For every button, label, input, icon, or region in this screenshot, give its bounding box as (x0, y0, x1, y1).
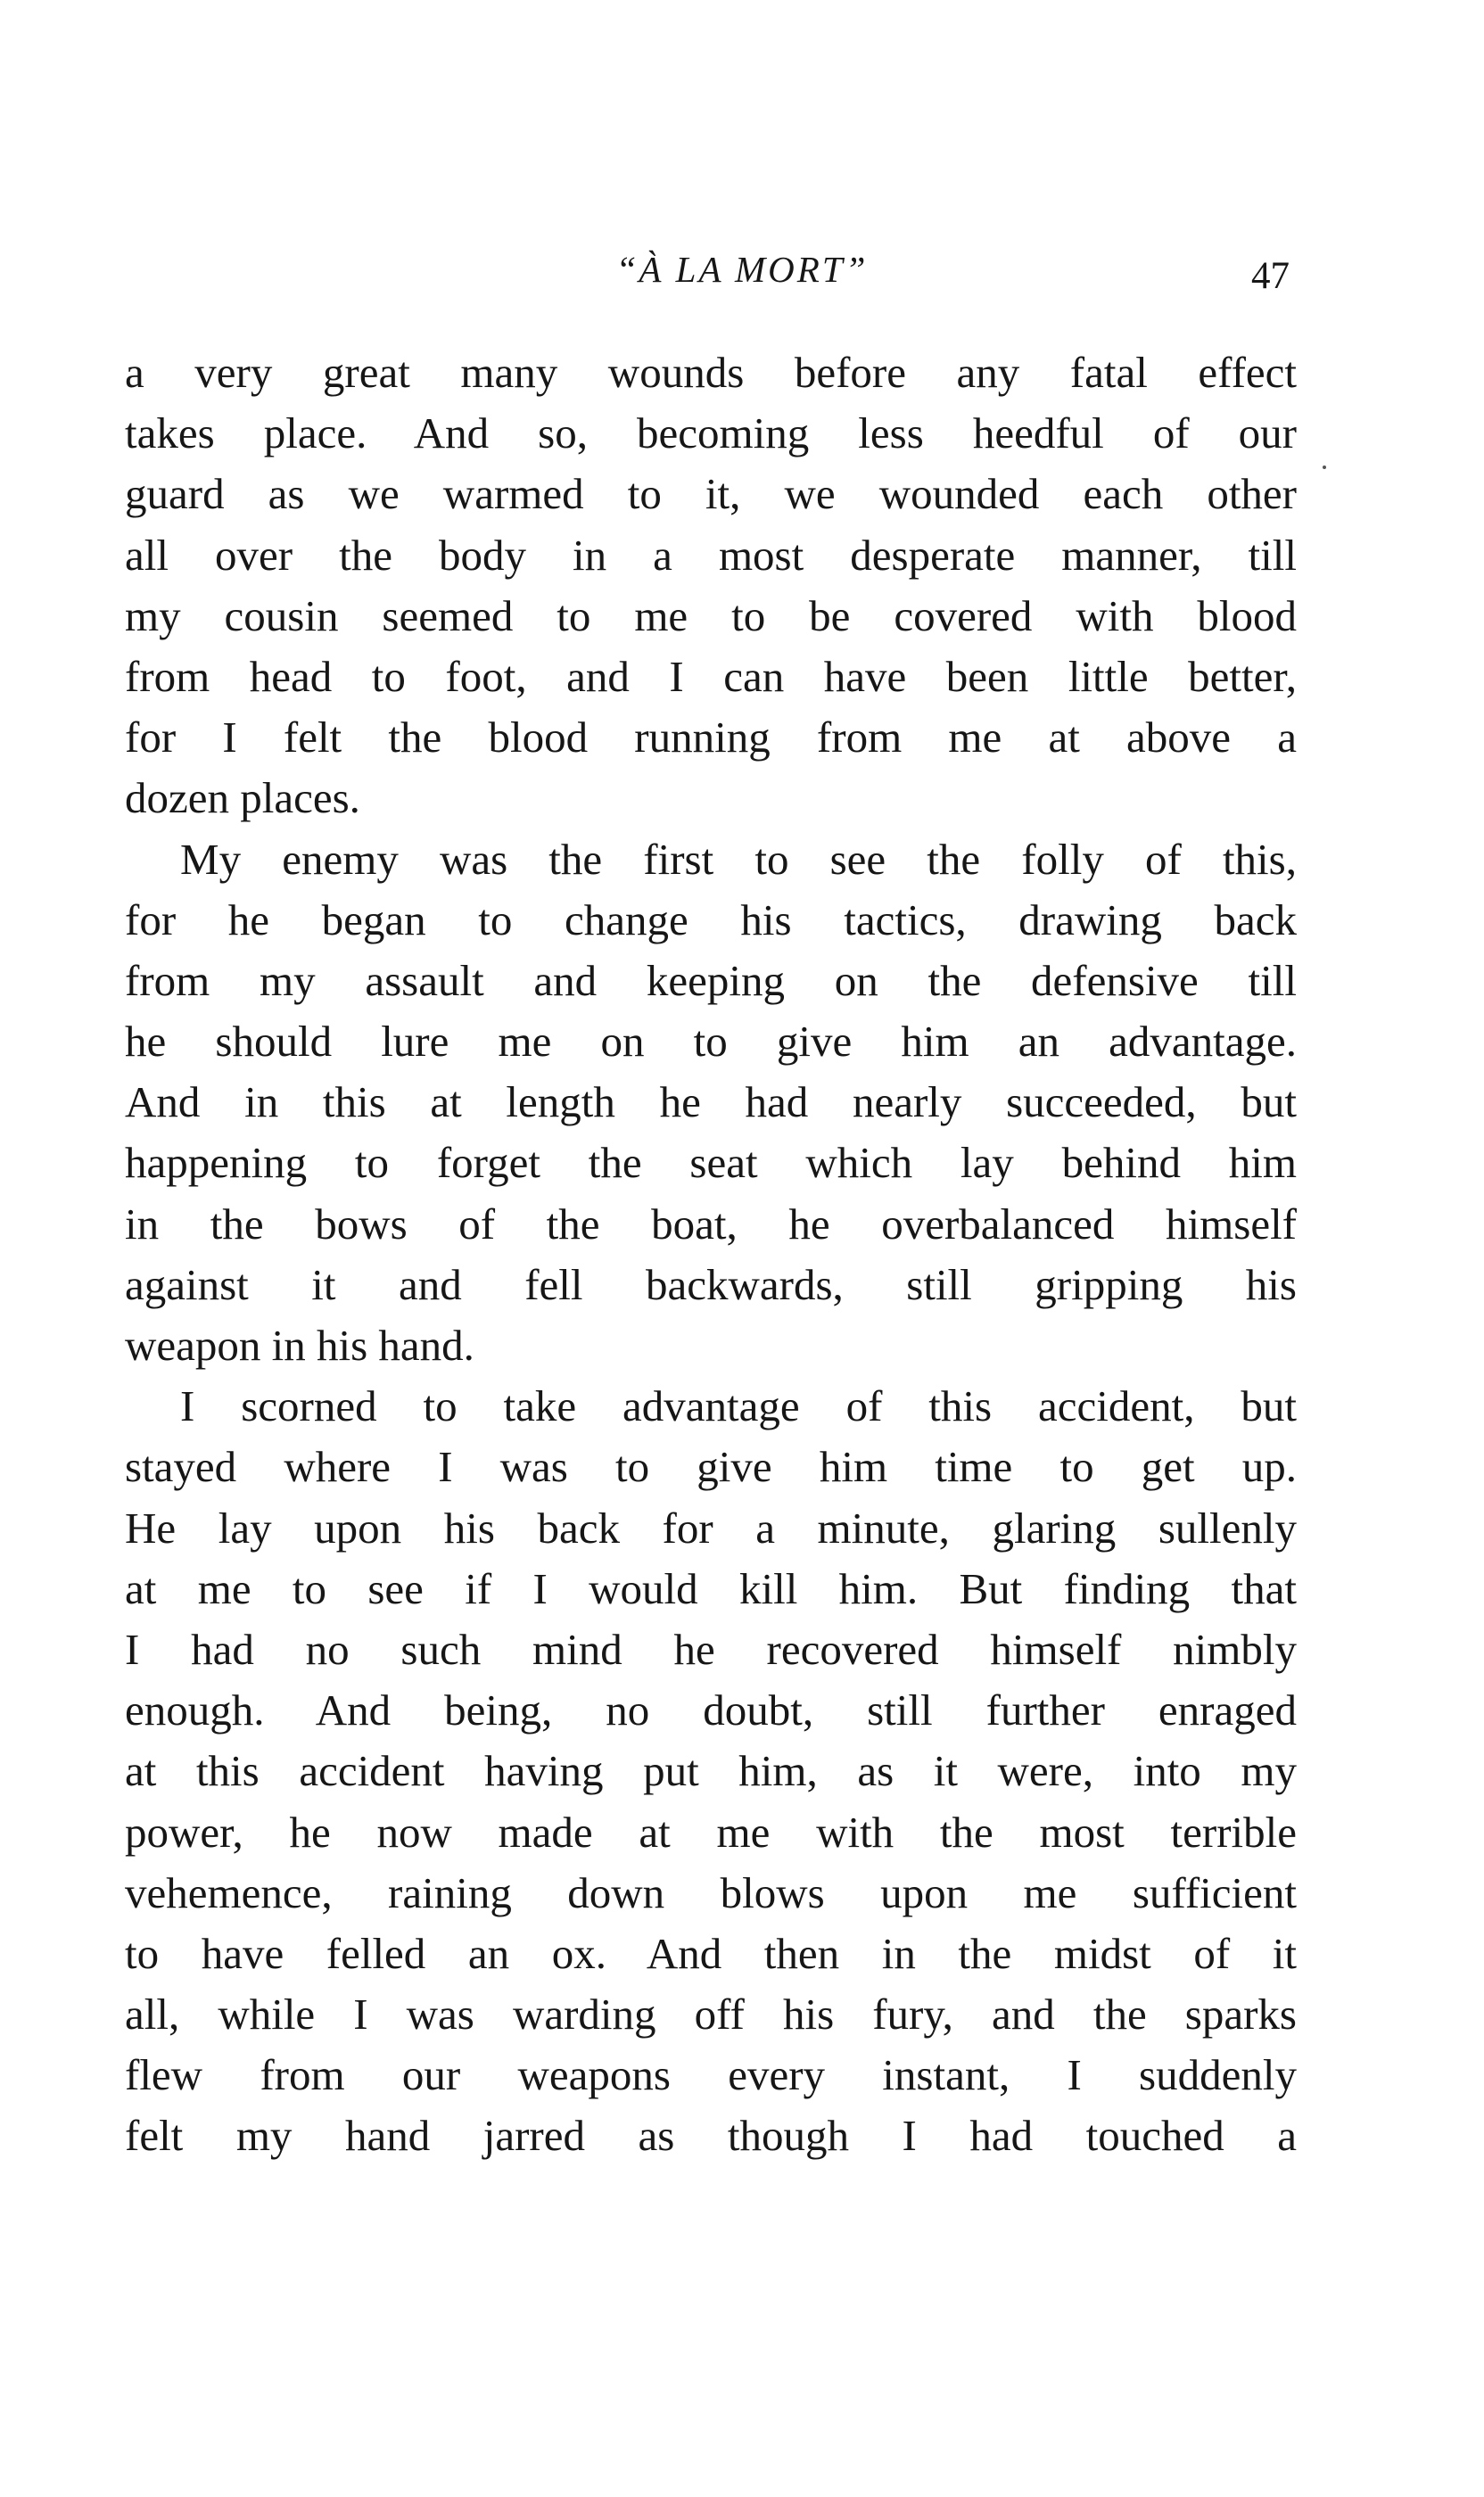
text-line: at this accident having put him, as it were, into my (125, 1746, 1297, 1796)
text-line: to have felled an ox. And then in the midst of it (125, 1928, 1297, 1978)
text-line: He lay upon his back for a minute, glaring sullenly (125, 1503, 1297, 1553)
text-line: happening to forget the seat which lay behind him (125, 1138, 1297, 1188)
text-line: he should lure me on to give him an advantage. (125, 1017, 1297, 1067)
paragraph-start-line: My enemy was the first to see the folly of this, (180, 834, 1297, 884)
text-line: in the bows of the boat, he overbalanced himself (125, 1199, 1297, 1248)
running-title: “À LA MORT” (615, 249, 869, 290)
body-text (125, 342, 1297, 2167)
text-line: guard as we warmed to it, we wounded each other (125, 469, 1297, 519)
text-line: against it and fell backwards, still gripping his (125, 1259, 1297, 1309)
text-line: takes place. And so, becoming less heedful of our (125, 408, 1297, 458)
running-head (0, 243, 1484, 296)
text-line: my cousin seemed to me to be covered with blood (125, 590, 1297, 640)
text-line: felt my hand jarred as though I had touched a (125, 2111, 1297, 2161)
text-line: vehemence, raining down blows upon me sufficient (125, 1867, 1297, 1917)
text-line: flew from our weapons every instant, I suddenly (125, 2050, 1297, 2100)
print-speck (1323, 466, 1326, 469)
paragraph-end-line: dozen places. (125, 773, 360, 823)
text-line: stayed where I was to give him time to get up. (125, 1442, 1297, 1492)
text-line: enough. And being, no doubt, still further enraged (125, 1685, 1297, 1735)
paragraph-start-line: I scorned to take advantage of this accident, but (180, 1381, 1297, 1431)
text-line: all over the body in a most desperate manner, till (125, 530, 1297, 580)
text-line: I had no such mind he recovered himself nimbly (125, 1624, 1297, 1674)
page-number: 47 (1251, 255, 1290, 297)
text-line: all, while I was warding off his fury, and the sparks (125, 1990, 1297, 2040)
text-line: power, he now made at me with the most terrible (125, 1807, 1297, 1857)
text-line: for I felt the blood running from me at above a (125, 713, 1297, 762)
text-line: for he began to change his tactics, drawing back (125, 894, 1297, 944)
text-line: And in this at length he had nearly succeeded, but (125, 1077, 1297, 1127)
paragraph-end-line: weapon in his hand. (125, 1321, 474, 1370)
text-line: at me to see if I would kill him. But finding that (125, 1563, 1297, 1613)
text-line: a very great many wounds before any fatal effect (125, 348, 1297, 397)
text-line: from my assault and keeping on the defensive till (125, 955, 1297, 1005)
text-line: from head to foot, and I can have been little better, (125, 651, 1297, 701)
